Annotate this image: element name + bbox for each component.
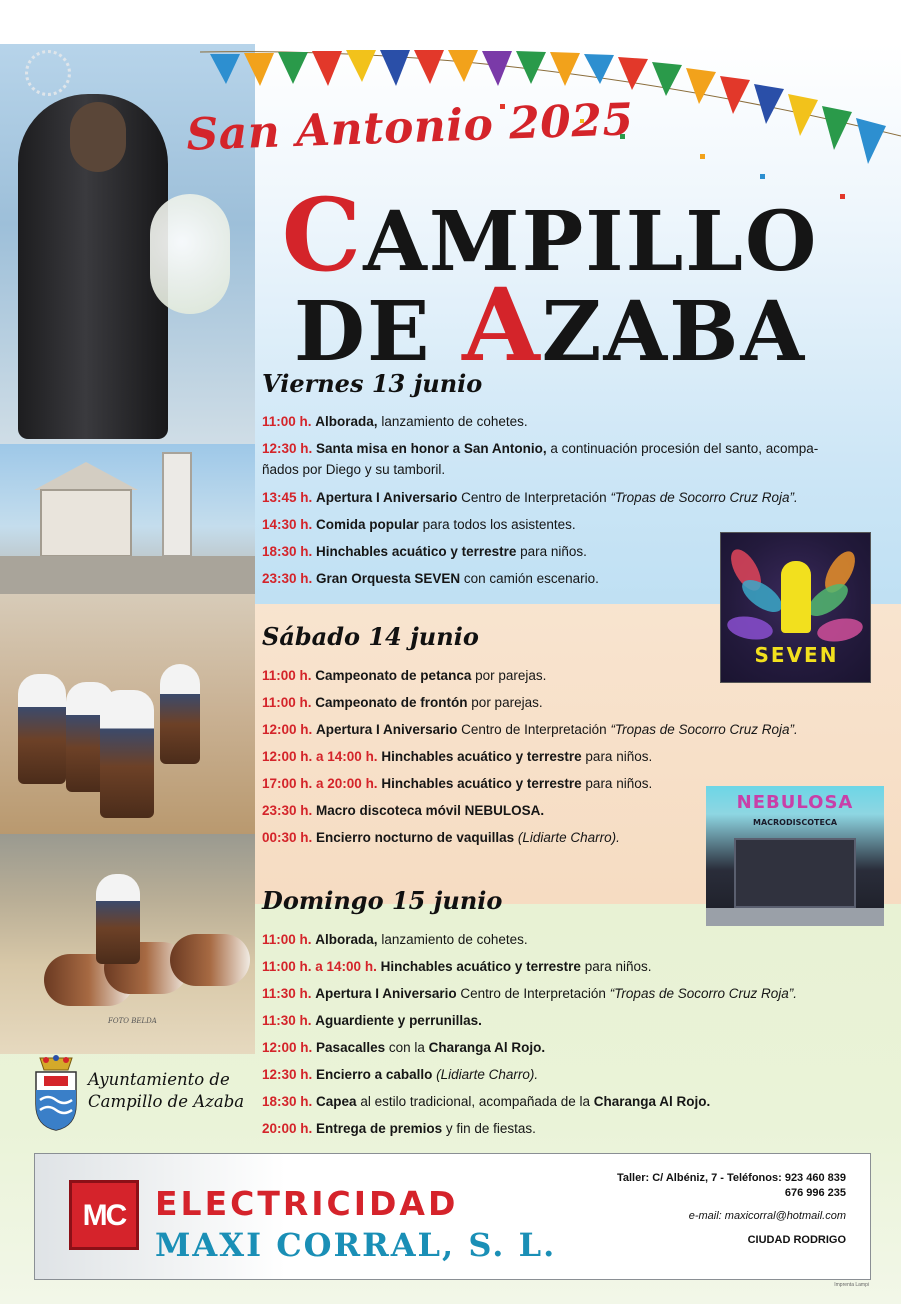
town-word-campillo: AMPILLO — [363, 194, 819, 290]
cow-figure — [170, 934, 250, 986]
nebulosa-title: NEBULOSA — [736, 792, 854, 813]
nebulosa-image — [706, 786, 884, 926]
sponsor-phone2: 676 996 235 — [784, 1187, 846, 1199]
schedule-item: 18:30 h. Hinchables acuático y terrestre para niños. — [262, 544, 587, 559]
statue-head — [70, 102, 126, 172]
council-line2: Campillo de Azaba — [88, 1092, 245, 1111]
coat-of-arms-icon — [32, 1054, 80, 1132]
event-title: San Antonio 2025 — [185, 94, 635, 161]
town-name-line2 — [240, 266, 860, 384]
sponsor-name-line2: MAXI CORRAL, S. L. — [155, 1226, 557, 1264]
schedule-item: 12:00 h. Pasacalles con la Charanga Al Rojo. — [262, 1040, 546, 1055]
schedule-item: 18:30 h. Capea al estilo tradicional, acompañada de la Charanga Al Rojo. — [262, 1094, 711, 1109]
photo-credit: FOTO BELDA — [108, 1017, 157, 1025]
schedule-item: 00:30 h. Encierro nocturno de vaquillas (Lidiarte Charro). — [262, 830, 620, 845]
poster — [0, 44, 901, 1304]
town-word-de: DE — [293, 284, 463, 380]
day-title-sunday: Domingo 15 junio — [262, 886, 503, 915]
schedule-item: 11:00 h. Alborada, lanzamiento de cohetes. — [262, 932, 528, 947]
schedule-item: 11:30 h. Aguardiente y perrunillas. — [262, 1013, 482, 1028]
town-word-azaba: ZABA — [541, 284, 807, 380]
schedule-item: 12:30 h. Santa misa en honor a San Antonio, a continuación procesión del santo, acompa- — [262, 441, 819, 456]
rider-figure — [160, 664, 200, 764]
leaf-shape — [725, 613, 774, 643]
guitarist-figure — [781, 561, 811, 633]
printer-credit: Imprenta Lampi — [834, 1282, 869, 1288]
town-initial-c: C — [281, 176, 364, 294]
schedule-item: 12:00 h. Apertura I Aniversario Centro de Interpretación “Tropas de Socorro Cruz Roja”. — [262, 722, 798, 737]
day-title-friday: Viernes 13 junio — [262, 369, 483, 398]
mc-logo-text: MC — [82, 1199, 126, 1232]
rider-figure — [96, 874, 140, 964]
schedule-item: 11:00 h. Campeonato de frontón por parejas. — [262, 695, 543, 710]
sponsor-email: e-mail: maxicorral@hotmail.com — [688, 1210, 846, 1222]
town-initial-a: A — [462, 266, 542, 384]
leaf-shape — [815, 615, 864, 645]
schedule-item-continuation: ñados por Diego y su tamboril. — [262, 462, 446, 477]
schedule-item: 11:00 h. Campeonato de petanca por parejas. — [262, 668, 547, 683]
bell-tower — [162, 452, 192, 557]
halo-icon — [25, 50, 71, 96]
schedule-item: 11:00 h. a 14:00 h. Hinchables acuático y terrestre para niños. — [262, 959, 652, 974]
schedule-item: 13:45 h. Apertura I Aniversario Centro de Interpretación “Tropas de Socorro Cruz Roja”. — [262, 490, 798, 505]
church-roof — [34, 462, 138, 490]
council-line1: Ayuntamiento de — [88, 1070, 230, 1089]
rider-figure — [18, 674, 66, 784]
schedule-item: 11:30 h. Apertura I Aniversario Centro de Interpretación “Tropas de Socorro Cruz Roja”. — [262, 986, 797, 1001]
horse-riders-photo — [0, 594, 255, 834]
schedule-item: 23:30 h. Macro discoteca móvil NEBULOSA. — [262, 803, 545, 818]
mobile-stage — [734, 838, 856, 908]
church-plaza — [0, 556, 255, 594]
schedule-item: 17:00 h. a 20:00 h. Hinchables acuático y terrestre para niños. — [262, 776, 653, 791]
sponsor-banner — [34, 1153, 871, 1280]
nebulosa-subtitle: MACRODISCOTECA — [752, 818, 838, 827]
church-photo — [0, 444, 255, 594]
rider-figure — [100, 690, 154, 818]
schedule-item: 20:00 h. Entrega de premios y fin de fiestas. — [262, 1121, 536, 1136]
schedule-item: 12:30 h. Encierro a caballo (Lidiarte Charro). — [262, 1067, 539, 1082]
schedule-item: 14:30 h. Comida popular para todos los asistentes. — [262, 517, 576, 532]
schedule-item: 11:00 h. Alborada, lanzamiento de cohetes. — [262, 414, 528, 429]
day-title-saturday: Sábado 14 junio — [262, 622, 479, 651]
council-name — [88, 1069, 244, 1113]
mc-logo — [69, 1180, 139, 1250]
sponsor-city: CIUDAD RODRIGO — [747, 1234, 846, 1246]
schedule-item: 12:00 h. a 14:00 h. Hinchables acuático y terrestre para niños. — [262, 749, 653, 764]
stage-floor — [706, 908, 884, 926]
sponsor-address: Taller: C/ Albéniz, 7 - Teléfonos: 923 460 839 — [616, 1172, 846, 1184]
church-building — [40, 489, 132, 557]
leaf-shape — [737, 574, 787, 618]
seven-label: SEVEN — [754, 643, 839, 667]
schedule-item: 23:30 h. Gran Orquesta SEVEN con camión escenario. — [262, 571, 599, 586]
seven-band-image — [720, 532, 871, 683]
sponsor-name-line1: ELECTRICIDAD — [155, 1184, 459, 1223]
